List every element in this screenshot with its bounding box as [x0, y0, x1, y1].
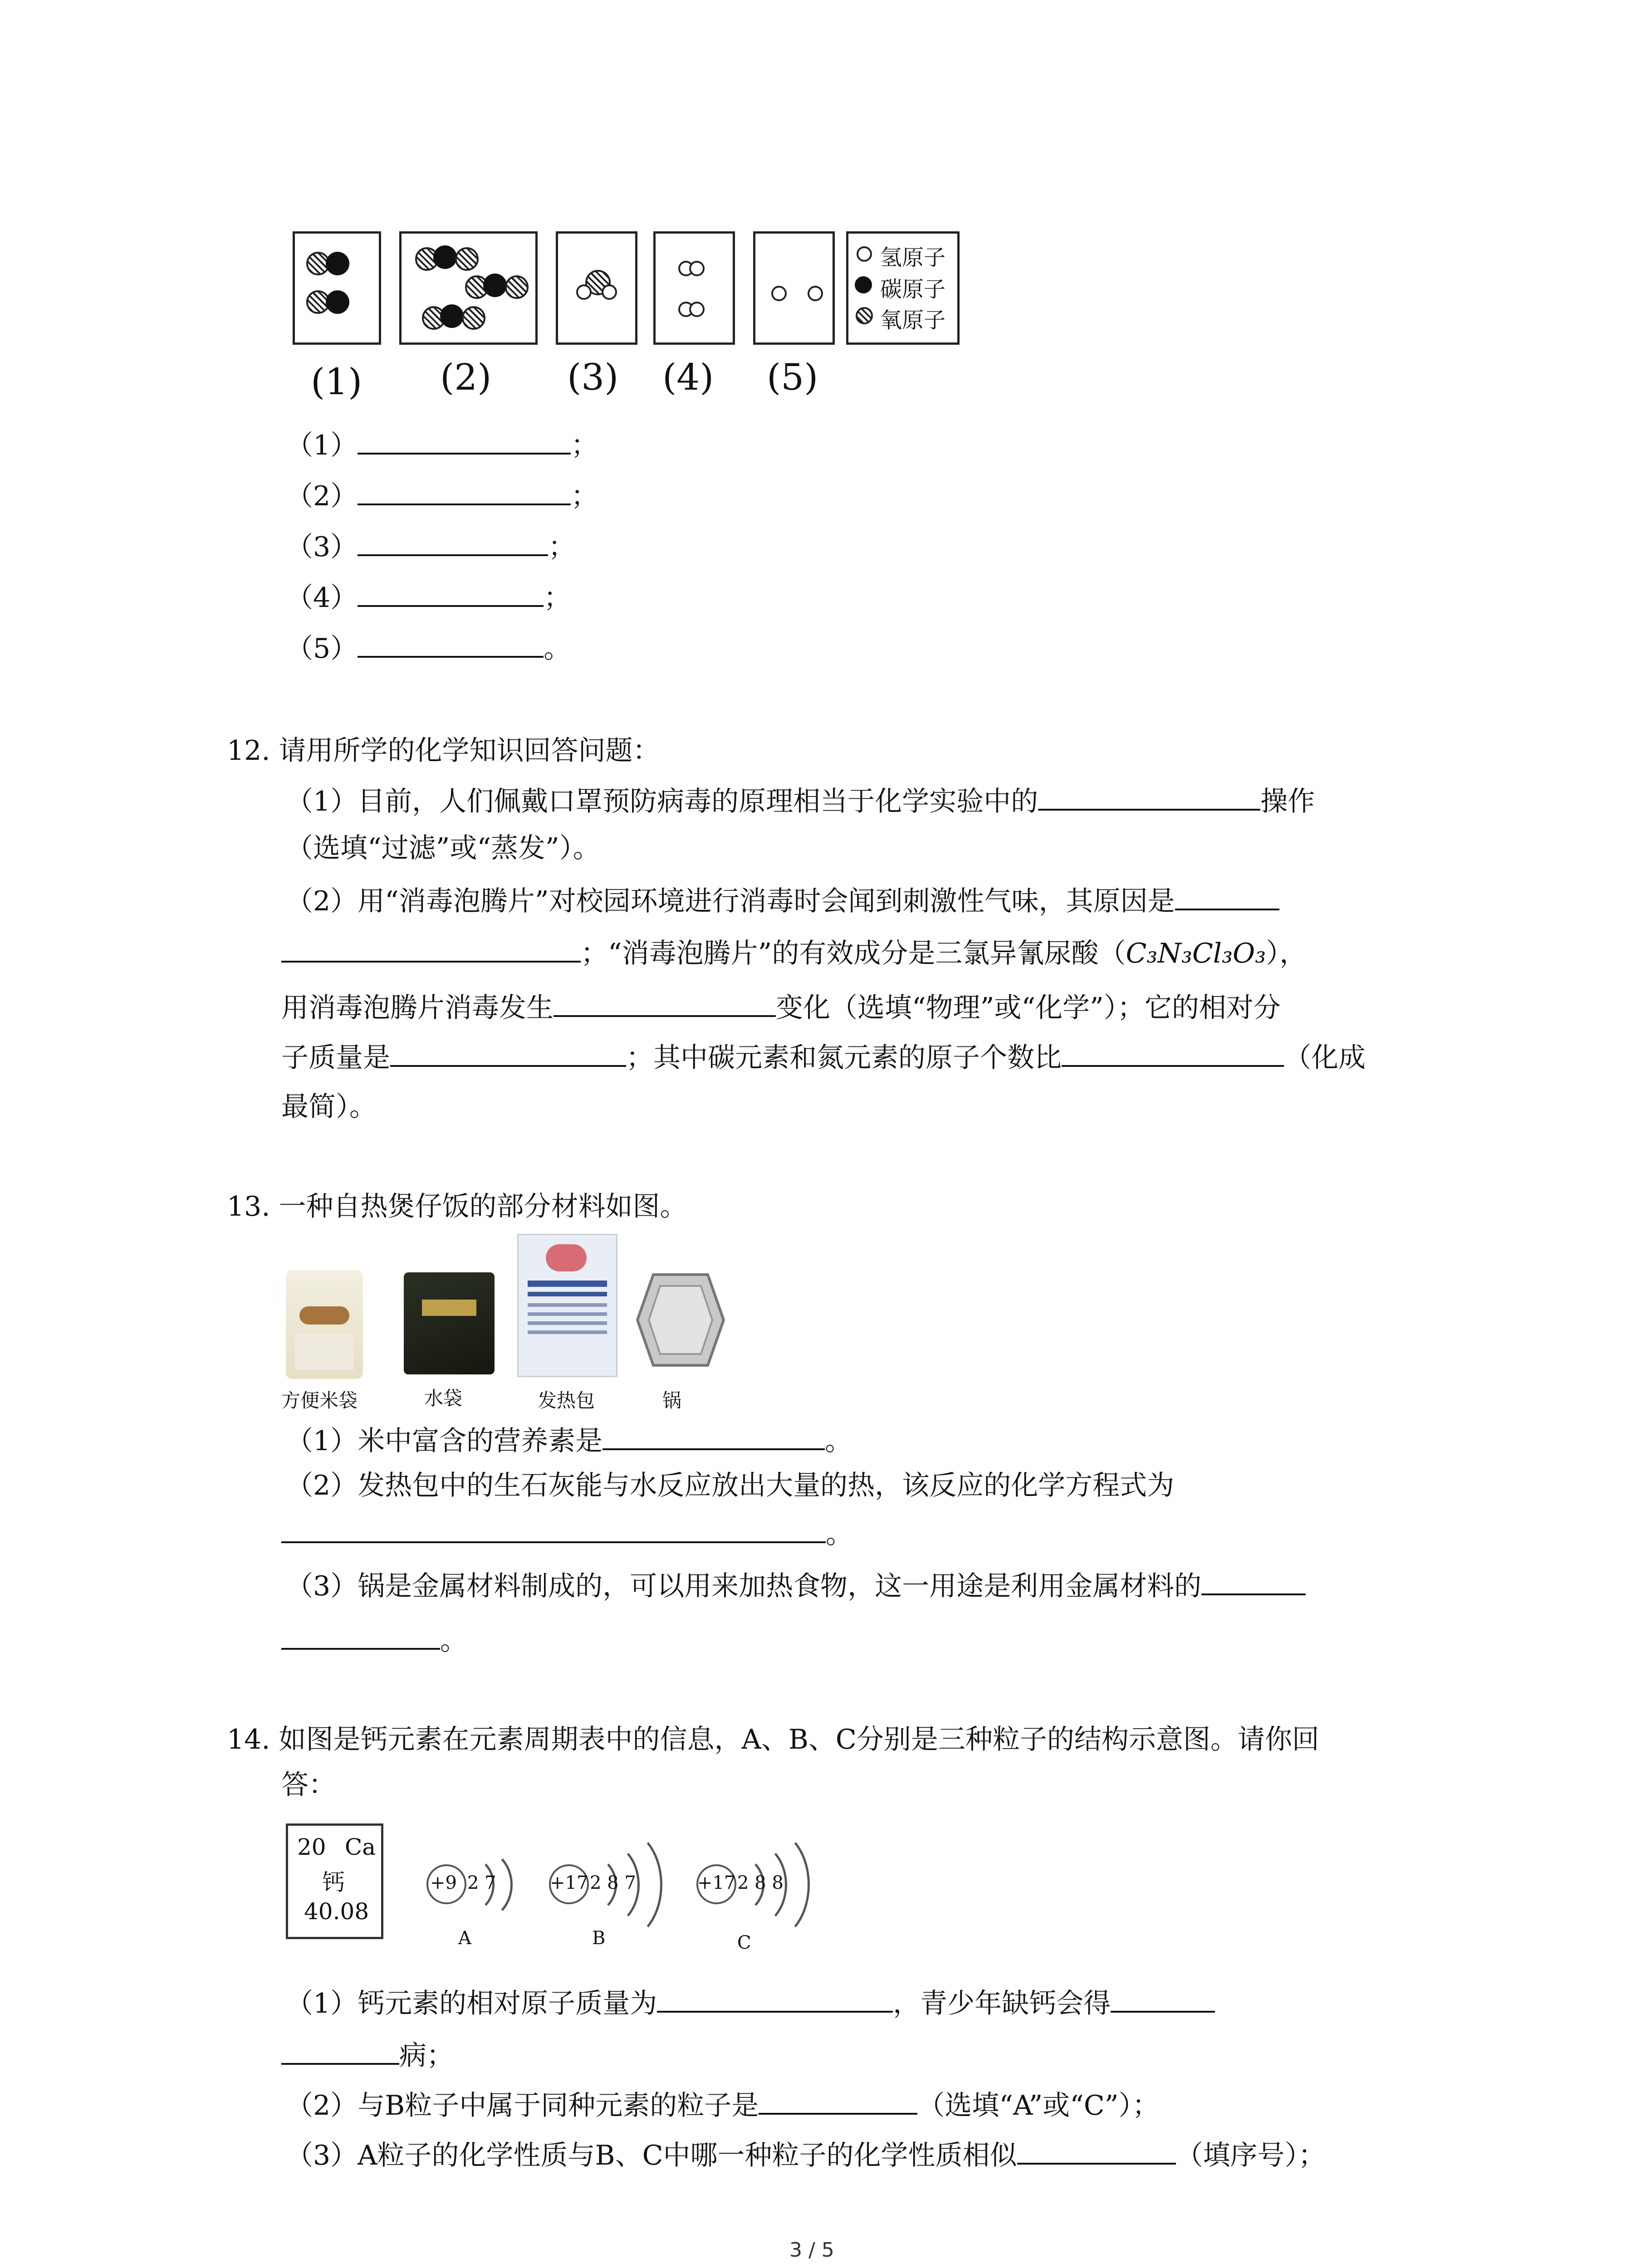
- label-heating-pack: 发热包: [538, 1389, 595, 1412]
- answer-blank[interactable]: [358, 426, 571, 455]
- molecule-figure: [286, 222, 971, 413]
- molecule-caption-5: (5): [767, 356, 818, 398]
- answer-blank[interactable]: [759, 2087, 917, 2115]
- q14-line-3: （2）与B粒子中属于同种元素的粒子是 （选填“A”或“C”）；: [286, 2087, 1159, 2124]
- particle-label-a: A: [458, 1928, 471, 1949]
- molecule-box-4: [653, 231, 735, 345]
- answer-blank[interactable]: [281, 1515, 826, 1543]
- q12-line-7: 最简）。: [281, 1091, 377, 1123]
- q11-answer-1: （1） ；: [286, 426, 598, 464]
- q11-answer-4: （4） ；: [286, 579, 571, 616]
- answer-blank[interactable]: [390, 1039, 626, 1067]
- answer-blank[interactable]: [603, 1422, 825, 1450]
- particle-label-c: C: [737, 1932, 751, 1953]
- particle-label-b: B: [592, 1928, 606, 1949]
- answer-blank[interactable]: [1038, 782, 1260, 811]
- element-card: [286, 1823, 383, 1939]
- answer-blank[interactable]: [1201, 1567, 1306, 1595]
- molecule-caption-1: (1): [311, 361, 362, 403]
- legend-oxygen: 氧原子: [880, 308, 946, 333]
- q14-line-1: （1）钙元素的相对原子质量为 ，青少年缺钙会得: [286, 1984, 1215, 2022]
- q12-line-2: （选填“过滤”或“蒸发”）。: [286, 832, 600, 864]
- q11-answer-2: （2） ；: [286, 477, 598, 514]
- answer-blank[interactable]: [358, 477, 571, 505]
- answer-blank[interactable]: [358, 630, 544, 658]
- q13-line-1: （1）米中富含的营养素是 。: [286, 1422, 852, 1459]
- q13-line-4: （3）锅是金属材料制成的，可以用来加热食物，这一用途是利用金属材料的: [286, 1567, 1306, 1604]
- molecule-legend: [846, 231, 960, 345]
- q13-line-2: （2）发热包中的生石灰能与水反应放出大量的热，该反应的化学方程式为: [286, 1470, 1175, 1501]
- q14-line-4: （3）A粒子的化学性质与B、C中哪一种粒子的化学性质相似 （填序号）；: [286, 2136, 1326, 2174]
- particle-a: [422, 1837, 522, 1949]
- particle-c: [692, 1819, 810, 1953]
- molecule-box-2: [399, 231, 538, 345]
- nucleus-charge: +17: [550, 1872, 588, 1893]
- answer-blank[interactable]: [281, 1622, 440, 1650]
- molecule-box-1: [293, 231, 381, 345]
- q12-line-4: ；“消毒泡腾片”的有效成分是三氯异氰尿酸（C₃N₃Cl₃O₃），: [281, 934, 1307, 972]
- shell-electrons: 2 8 7: [590, 1872, 636, 1893]
- answer-blank[interactable]: [1175, 882, 1279, 910]
- label-rice-bag: 方便米袋: [281, 1389, 358, 1412]
- answer-blank[interactable]: [1111, 1984, 1215, 2013]
- legend-hydrogen: 氢原子: [880, 245, 946, 270]
- label-pot: 锅: [662, 1389, 682, 1412]
- nucleus-charge: +17: [697, 1872, 736, 1893]
- formula: C₃N₃Cl₃O₃: [1126, 938, 1266, 969]
- answer-blank[interactable]: [281, 934, 581, 963]
- molecule-caption-4: (4): [662, 356, 714, 398]
- atomic-mass: 40.08: [304, 1898, 369, 1925]
- molecule-box-3: [556, 231, 637, 345]
- answer-blank[interactable]: [1017, 2136, 1176, 2165]
- molecule-box-5: [753, 231, 835, 345]
- q13-line-5: 。: [281, 1622, 467, 1659]
- page-number: 3 / 5: [789, 2239, 834, 2262]
- q14-stem-1: 14. 如图是钙元素在元素周期表中的信息，A、B、C分别是三种粒子的结构示意图。请你回: [227, 1724, 1319, 1755]
- nucleus-charge: +9: [430, 1872, 457, 1893]
- pot-image: [635, 1270, 726, 1370]
- atomic-number: 20: [297, 1834, 326, 1860]
- q13-stem: 13. 一种自热煲仔饭的部分材料如图。: [227, 1191, 687, 1222]
- shell-electrons: 2 7: [467, 1872, 496, 1893]
- q12-line-5: 用消毒泡腾片消毒发生 变化（选填“物理”或“化学”）；它的相对分: [281, 989, 1281, 1026]
- q12-line-6: 子质量是 ；其中碳元素和氮元素的原子个数比 （化成: [281, 1039, 1366, 1076]
- answer-blank[interactable]: [657, 1984, 893, 2013]
- q11-answer-3: （3） ；: [286, 528, 575, 565]
- rice-bag-image: [286, 1270, 363, 1379]
- answer-blank[interactable]: [358, 579, 544, 607]
- q12-line-3: （2）用“消毒泡腾片”对校园环境进行消毒时会闻到刺激性气味，其原因是: [286, 882, 1279, 919]
- water-bag-image: [404, 1272, 495, 1374]
- shell-electrons: 2 8 8: [737, 1872, 784, 1893]
- molecule-caption-3: (3): [567, 356, 619, 398]
- answer-blank[interactable]: [281, 2037, 399, 2065]
- q12-line-1: （1）目前，人们佩戴口罩预防病毒的原理相当于化学实验中的 操作: [286, 782, 1315, 820]
- molecule-caption-2: (2): [440, 356, 492, 398]
- q13-line-3: 。: [281, 1515, 853, 1552]
- particle-b: [544, 1819, 662, 1949]
- answer-blank[interactable]: [1062, 1039, 1284, 1067]
- q14-line-2: 病；: [281, 2037, 454, 2074]
- element-symbol: Ca: [345, 1834, 376, 1860]
- q12-stem: 12. 请用所学的化学知识回答问题：: [227, 735, 660, 767]
- answer-blank[interactable]: [554, 989, 776, 1017]
- answer-blank[interactable]: [358, 528, 548, 556]
- heating-pack-image: [517, 1234, 617, 1377]
- label-water-bag: 水袋: [424, 1387, 463, 1409]
- element-name: 钙: [322, 1869, 345, 1896]
- q11-answer-5: （5） 。: [286, 630, 571, 667]
- legend-carbon: 碳原子: [880, 277, 946, 302]
- q14-stem-2: 答：: [281, 1769, 336, 1801]
